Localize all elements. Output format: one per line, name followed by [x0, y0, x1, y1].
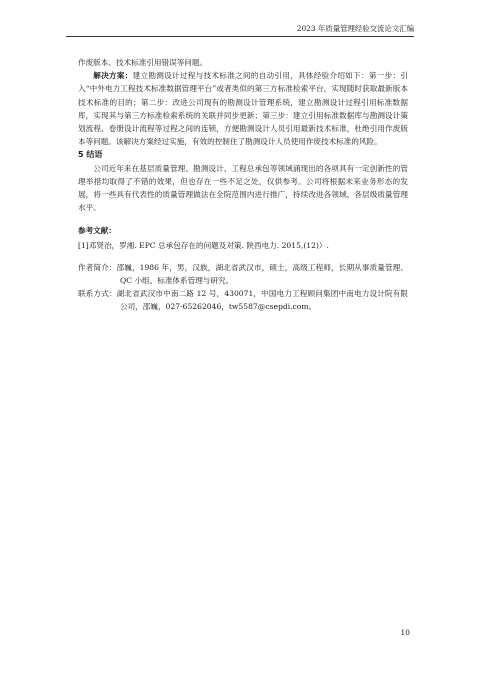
paragraph-continuation: 作废版本、技术标准引用错误等问题。 — [78, 58, 208, 67]
header-title: 2023 年质量管理经验交流论文汇编 — [296, 24, 414, 33]
references-title: 参考文献： — [78, 226, 116, 236]
author-bio: 作者简介：邵巍，1986 年，男，汉族，湖北省武汉市，硕士，高级工程师，长期从事质量管理、QC 小组、标准体系管理与研究。 — [78, 262, 408, 286]
solution-paragraph — [78, 69, 408, 148]
contact-info: 联系方式：湖北省武汉市中南二路 12 号，430071，中国电力工程顾问集团中南电力设计院有限公司，邵巍，027-65262046，tw5587@csepdi.com。 — [78, 289, 408, 312]
page-number: 10 — [400, 628, 410, 637]
reference-item: [1]邓贤治，罗湘. EPC 总承包存在的问题及对策. 陕西电力. 2015,(12)）. — [78, 240, 329, 250]
solution-text: 建立勘测设计过程与技术标准之间的自动引用，具体经验介绍如下：第一步：引入“中外电力工程技术标准数据管理平台”或者类似的第三方标准检索平台，实现随时获取最新版本技术标准的目的；第二步：改进公司现有的勘测设计管理系统，建立勘测设计过程引用标准数据库，实现其与第三方标准检索系统的关联并同步更新；第三步：建立引用标准数据库与勘测设计策划流程、卷册设计流程等过程之间的连锁，方便勘测设计人员引用最新技术标准，杜绝引用作废版本等问题。该解决方案经过实施，有效的控制住了勘测设计人员使用作废技术标准的风险。 — [78, 71, 408, 147]
page-body — [78, 56, 408, 314]
running-header — [66, 22, 414, 37]
section-heading: 5 结语 — [78, 150, 103, 160]
conclusion-paragraph: 公司近年来在基层质量管理、勘测设计、工程总承包等领域涌现出的各项具有一定创新性的管理举措均取得了不错的效果，但也存在一些不足之处，仅供参考。公司将根据未来业务形态的发展，将一些具有代表性的质量管理做法在全院范围内进行推广，持续改进各领域、各层级质量管理水平。 — [78, 163, 408, 213]
solution-label: 解决方案： — [93, 71, 133, 81]
